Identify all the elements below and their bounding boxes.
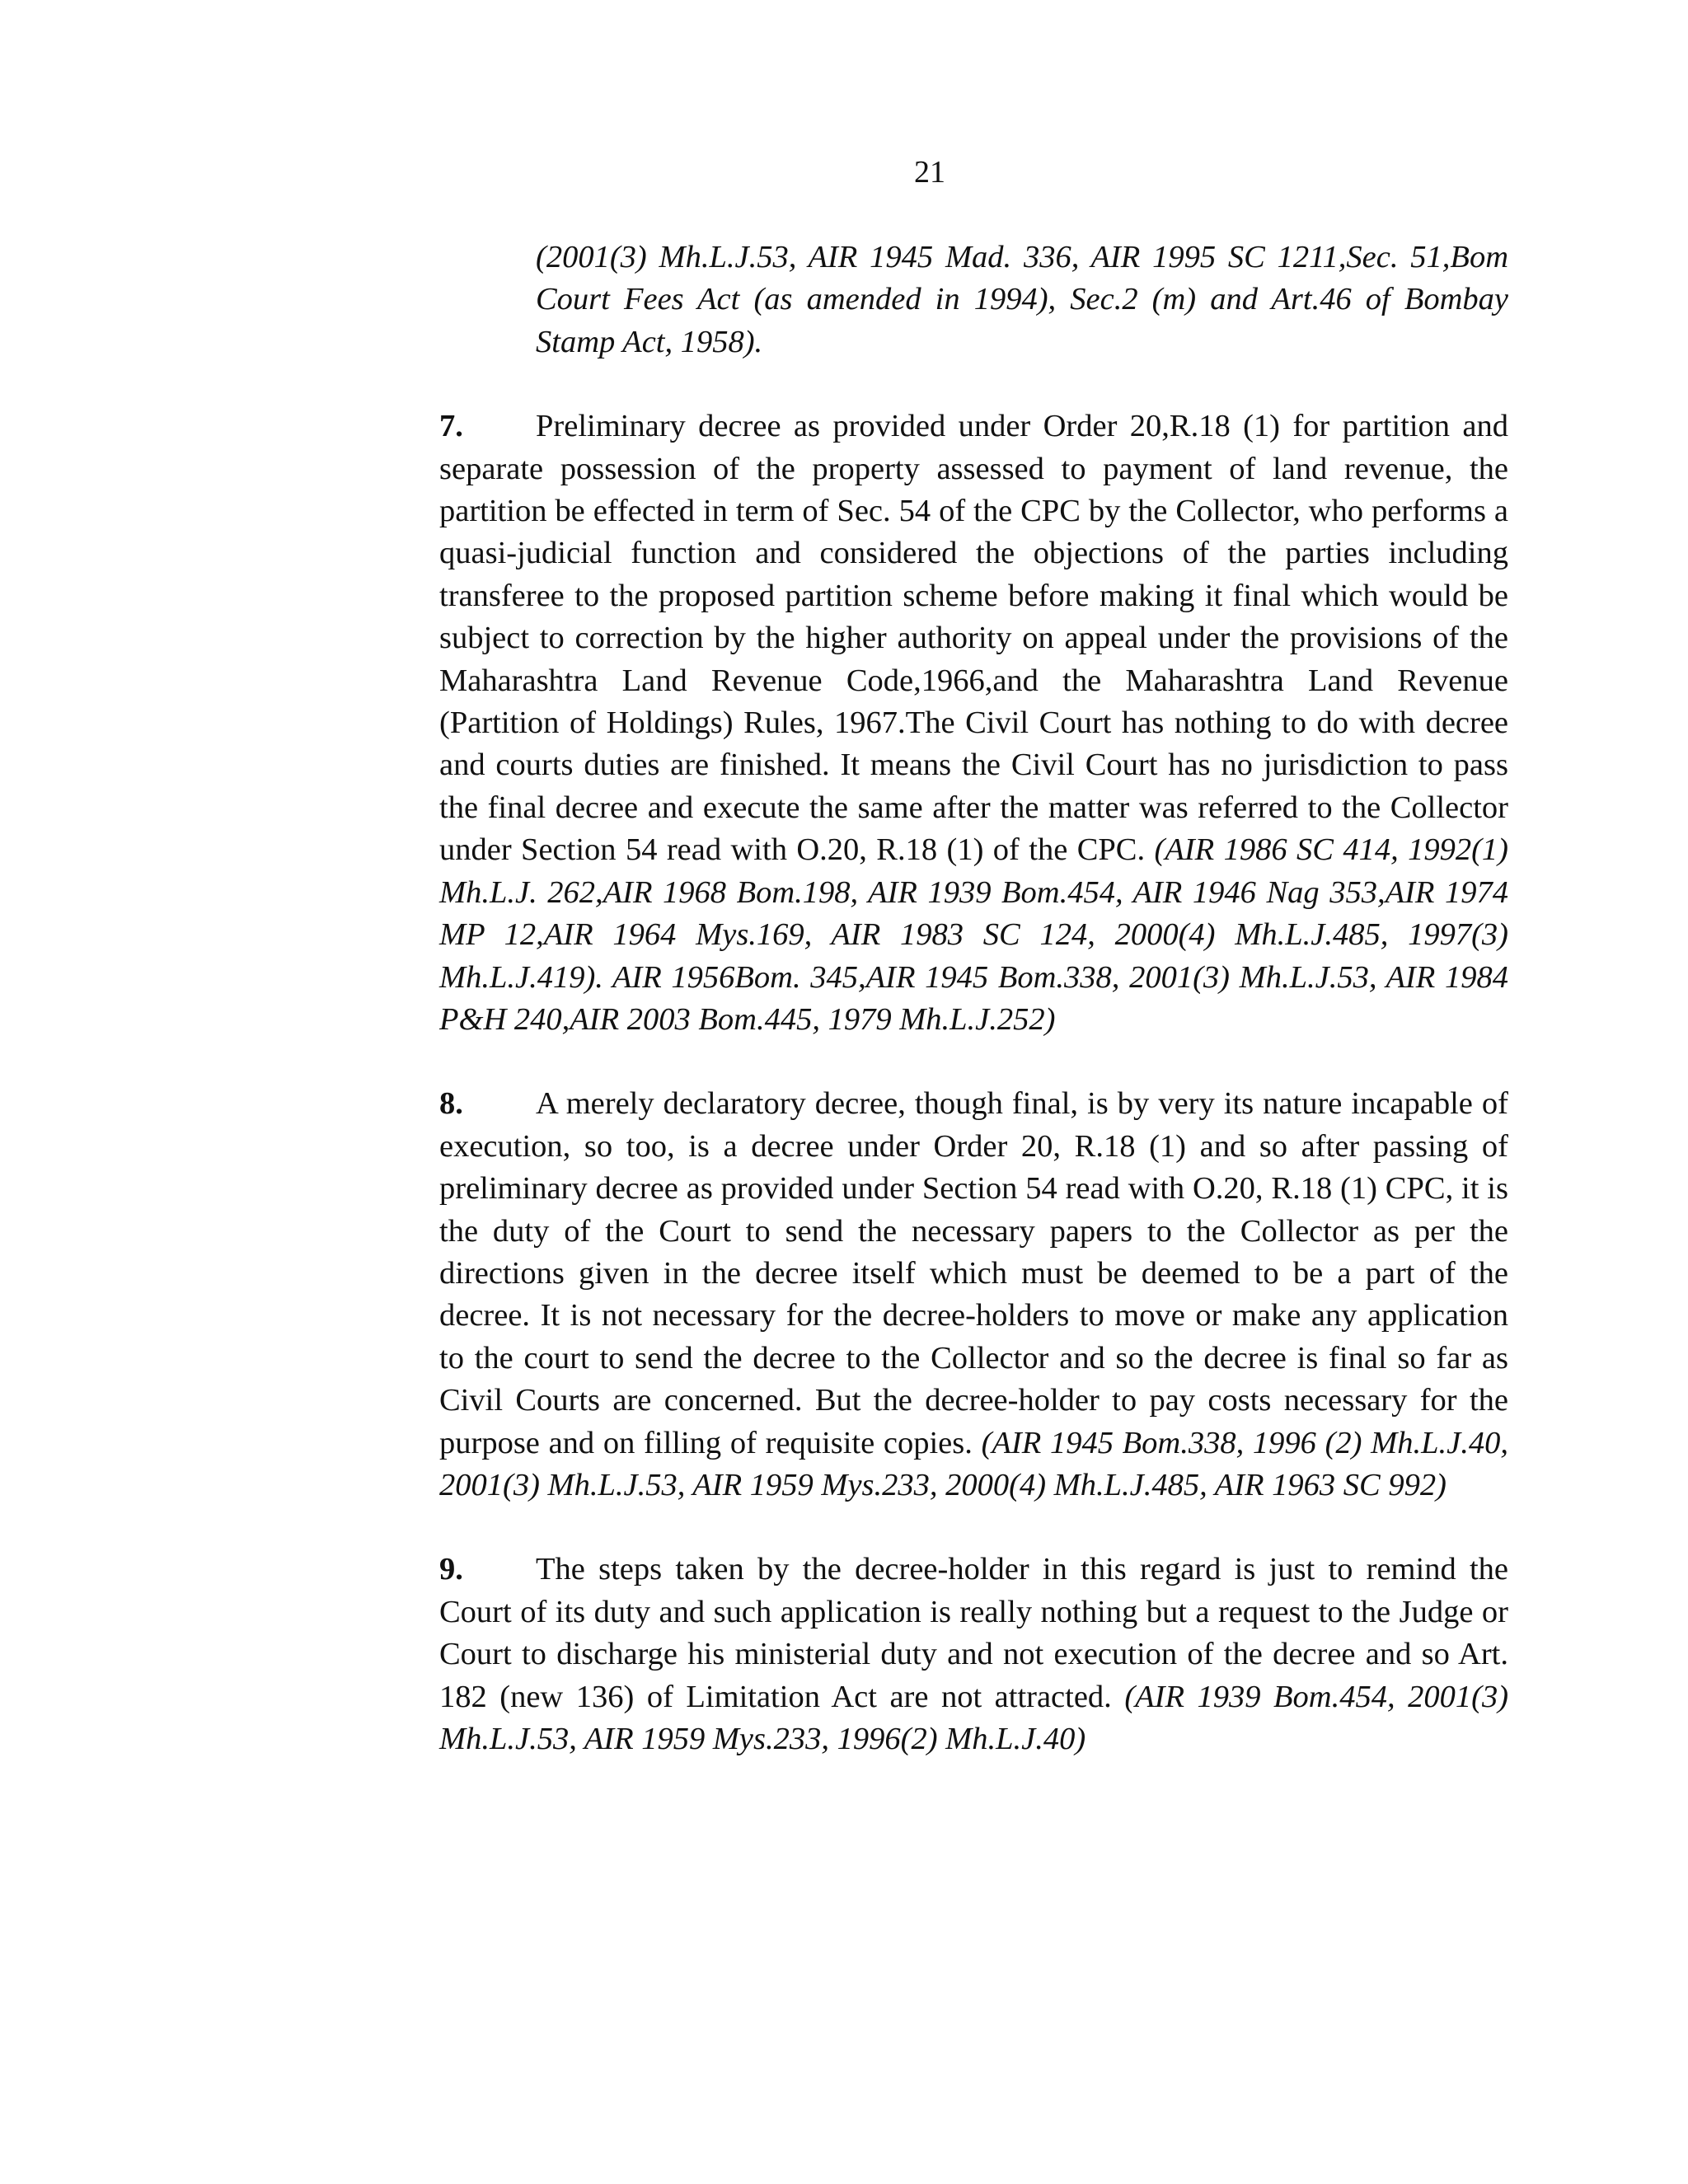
intro-citation: (2001(3) Mh.L.J.53, AIR 1945 Mad. 336, AIR 1995 SC 1211,Sec. 51,Bom Court Fees Act (as amended in 1994), Sec.2 (m) and Art.46 of Bombay Stamp Act, 1958). — [536, 240, 1508, 359]
paragraph-number: 9. — [439, 1552, 463, 1587]
page-number: 21 — [914, 155, 945, 190]
paragraph-text: A merely declaratory decree, though final, is by very its nature incapable of execution, so too, is a decree under Order 20, R.18 (1) and so after passing of preliminary decree as provided under Section 54 read with O.20, R.18 (1) CPC, it is the duty of the Court to send the necessary papers to the Collector as per the directions given in the decree itself which must be deemed to be a part of the decree. It is not necessary for the decree-holders to move or make any application to the court to send the decree to the Collector and so the decree is final so far as Civil Courts are concerned. But the decree-holder to pay costs necessary for the purpose and on filling of requisite copies. — [439, 1086, 1508, 1460]
paragraph-gap — [439, 1041, 1508, 1083]
paragraph-8 — [439, 1083, 1508, 1507]
document-body — [439, 237, 1508, 1760]
paragraph-citation: (AIR 1945 Bom.338, 1996 (2) Mh.L.J.40, 2001(3) Mh.L.J.53, AIR 1959 Mys.233, 2000(4) Mh.L.J.485, AIR 1963 SC 992) — [439, 1425, 1509, 1502]
paragraph-citation: (AIR 1939 Bom.454, 2001(3) Mh.L.J.53, AIR 1959 Mys.233, 1996(2) Mh.L.J.40) — [439, 1679, 1509, 1756]
paragraph-gap — [439, 363, 1508, 405]
paragraph-text: The steps taken by the decree-holder in this regard is just to remind the Court of its duty and such application is really nothing but a request to the Judge or Court to discharge his ministerial duty and not execution of the decree and so Art. 182 (new 136) of Limitation Act are not attracted. — [439, 1552, 1508, 1714]
paragraph-number: 7. — [439, 409, 463, 444]
paragraph-9 — [439, 1549, 1508, 1760]
paragraph-number: 8. — [439, 1086, 463, 1122]
paragraph-text: Preliminary decree as provided under Order 20,R.18 (1) for partition and separate possession of the property assessed to payment of land revenue, the partition be effected in term of Sec. 54 of the CPC by the Collector, who performs a quasi-judicial function and considered the objections of the parties including transferee to the proposed partition scheme before making it final which would be subject to correction by the higher authority on appeal under the provisions of the Maharashtra Land Revenue Code,1966,and the Maharashtra Land Revenue (Partition of Holdings) Rules, 1967.The Civil Court has nothing to do with decree and courts duties are finished. It means the Civil Court has no jurisdiction to pass the final decree and execute the same after the matter was referred to the Collector under Section 54 read with O.20, R.18 (1) of the CPC. — [439, 409, 1508, 868]
paragraph-gap — [439, 1507, 1508, 1549]
paragraph-citation: (AIR 1986 SC 414, 1992(1) Mh.L.J. 262,AIR 1968 Bom.198, AIR 1939 Bom.454, AIR 1946 Nag 353,AIR 1974 MP 12,AIR 1964 Mys.169, AIR 1983 SC 124, 2000(4) Mh.L.J.485, 1997(3) Mh.L.J.419). AIR 1956Bom. 345,AIR 1945 Bom.338, 2001(3) Mh.L.J.53, AIR 1984 P&H 240,AIR 2003 Bom.445, 1979 Mh.L.J.252) — [439, 832, 1508, 1037]
paragraph-7 — [439, 405, 1508, 1041]
